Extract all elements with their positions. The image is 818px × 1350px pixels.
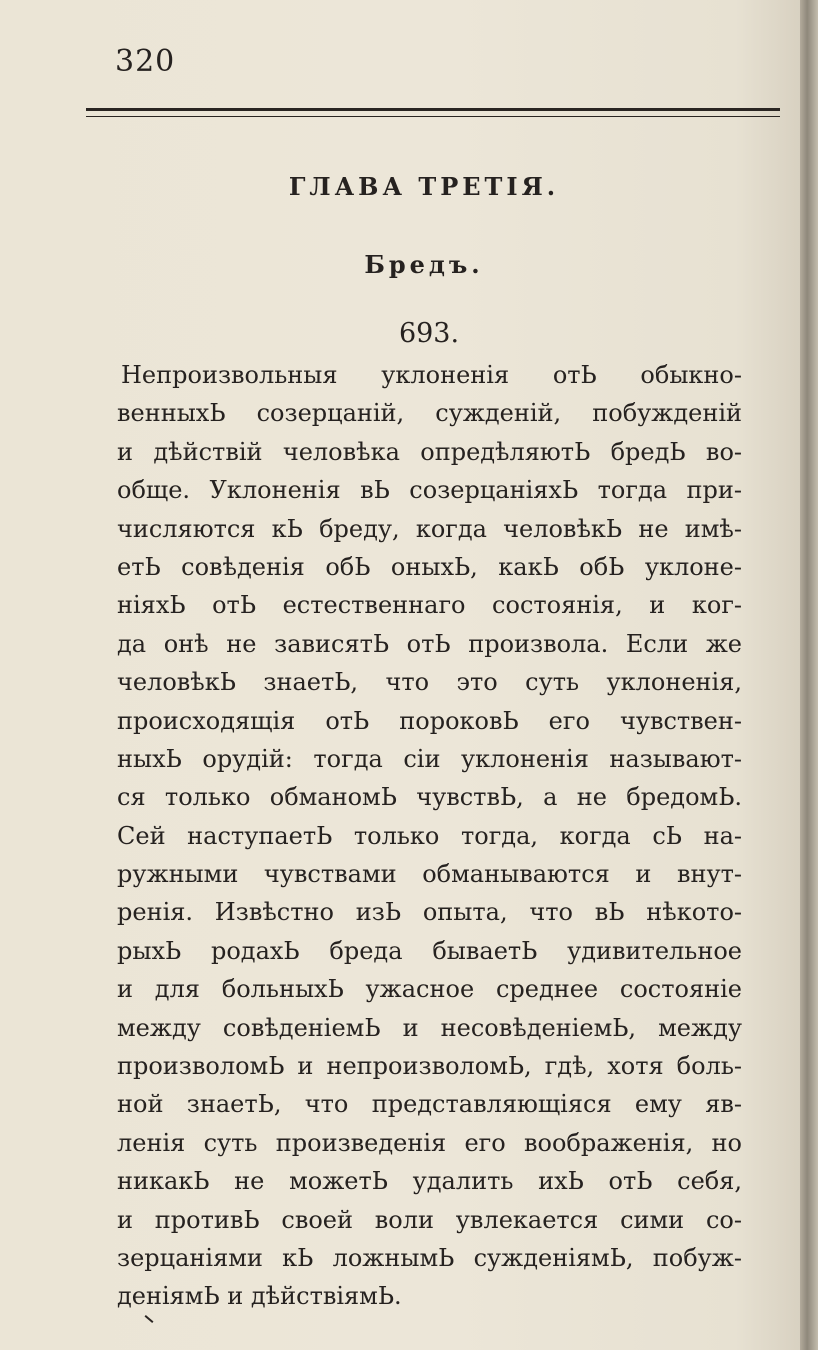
body-text [117,356,742,1316]
page-edge [800,0,818,1350]
text-line: обще. Уклоненія вЬ созерцаніяхЬ тогда при- [117,476,742,505]
text-line: Непроизвольныя уклоненія отЬ обыкно- [121,361,742,389]
text-line: венныхЬ созерцаній, сужденій, побужденій [117,399,742,428]
text-line: ной знаетЬ, что представляющіяся ему яв- [117,1090,742,1119]
text-line: да онѣ не зависятЬ отЬ произвола. Если же [117,629,742,658]
text-line: ленія суть произведенія его воображенія, но [117,1128,742,1157]
chapter-title: ГЛАВА ТРЕТІЯ. [288,172,560,201]
text-line: никакЬ не можетЬ удалить ихЬ отЬ себя, [117,1167,742,1196]
header-rule-thin [86,116,780,117]
text-line: ніяхЬ отЬ естественнаго состоянія, и ког- [117,591,742,620]
text-line: между совѣденіемЬ и несовѣденіемЬ, между [117,1013,742,1042]
text-line: и для больныхЬ ужасное среднее состояніе [117,975,742,1004]
text-line: числяются кЬ бреду, когда человѣкЬ не имѣ- [117,514,742,543]
text-line: ся только обманомЬ чувствЬ, а не бредомЬ. [117,783,742,812]
section-title: Бредъ. [364,250,484,279]
text-line: и дѣйствій человѣка опредѣляютЬ бредЬ во- [117,437,742,466]
ink-mark [145,1315,154,1323]
text-line: происходящія отЬ пороковЬ его чувствен- [117,706,742,735]
paragraph-number: 693. [398,318,460,349]
text-line: ружными чувствами обманываются и внут- [117,860,742,889]
text-line: произволомЬ и непроизволомЬ, гдѣ, хотя боль- [117,1052,742,1081]
text-line: деніямЬ и дѣйствіямЬ. [117,1282,402,1311]
text-line: зерцаніями кЬ ложнымЬ сужденіямЬ, побуж- [117,1243,742,1272]
text-line: человѣкЬ знаетЬ, что это суть уклоненія, [117,668,742,697]
text-line: ренія. Извѣстно изЬ опыта, что вЬ нѣкото- [117,898,742,927]
text-line: Сей наступаетЬ только тогда, когда сЬ на- [117,821,742,850]
text-line: рыхЬ родахЬ бреда бываетЬ удивительное [117,936,742,965]
page-number: 320 [115,44,176,79]
text-line: етЬ совѣденія обЬ оныхЬ, какЬ обЬ уклоне- [117,552,742,581]
header-rule-thick [86,108,780,111]
text-line: и противЬ своей воли увлекается сими со- [117,1205,742,1234]
text-line: ныхЬ орудій: тогда сіи уклоненія называют- [117,744,742,773]
